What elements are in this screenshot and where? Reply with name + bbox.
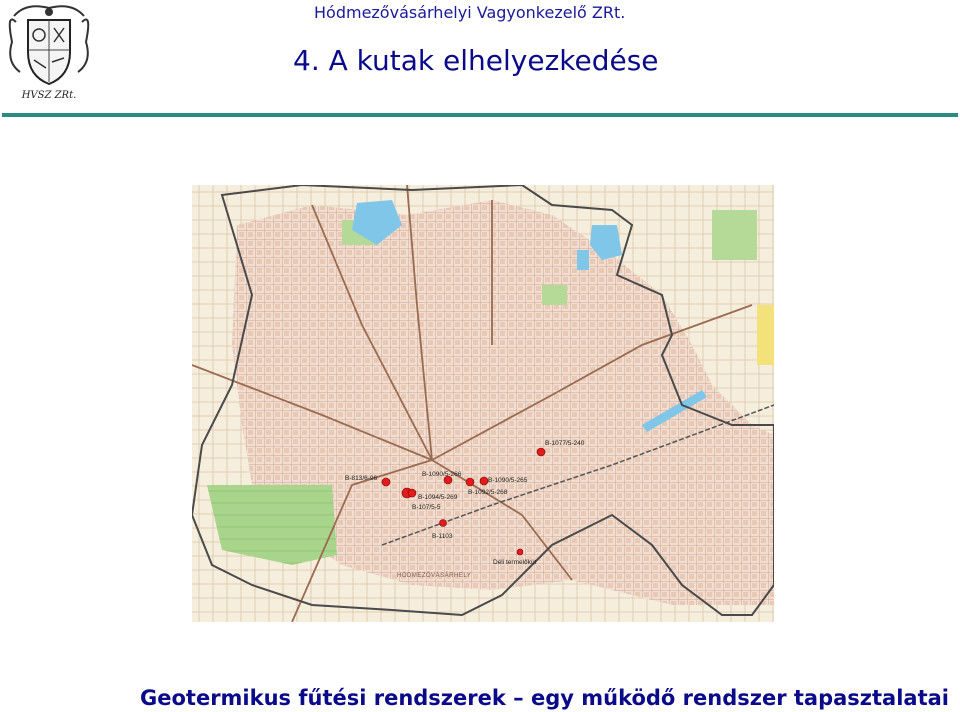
logo-text: HVSZ ZRt. bbox=[21, 90, 77, 101]
yellow-block bbox=[757, 305, 774, 365]
well-b-107 bbox=[412, 504, 441, 511]
well-label: B-1090/5-266 bbox=[422, 471, 462, 478]
well-label: B-1103 bbox=[432, 533, 453, 540]
well-label: Déli termelőkút bbox=[493, 559, 537, 566]
well-label: B-1077/5-240 bbox=[545, 440, 585, 447]
town-map bbox=[192, 185, 774, 622]
park-northeast bbox=[712, 210, 757, 260]
park-east bbox=[542, 285, 567, 305]
town-label: HÓDMEZŐVÁSÁRHELY bbox=[397, 573, 472, 579]
company-name: Hódmezővásárhelyi Vagyonkezelő ZRt. bbox=[314, 3, 626, 22]
header-divider bbox=[2, 113, 958, 117]
well-label: B-813/6-96 bbox=[345, 475, 378, 482]
well-label: B-107/5-5 bbox=[412, 504, 441, 511]
footer-text: Geotermikus fűtési rendszerek – egy működő rendszer tapasztalatai bbox=[140, 686, 950, 710]
hvsz-coat-of-arms-logo bbox=[6, 2, 92, 102]
well-label: B-1090/5-265 bbox=[488, 477, 528, 484]
well-label: B-1094/5-269 bbox=[418, 494, 458, 501]
pool bbox=[577, 250, 589, 270]
well-b-1092 bbox=[468, 489, 508, 496]
well-label: B-1092/5-268 bbox=[468, 489, 508, 496]
page-title: 4. A kutak elhelyezkedése bbox=[293, 44, 659, 77]
